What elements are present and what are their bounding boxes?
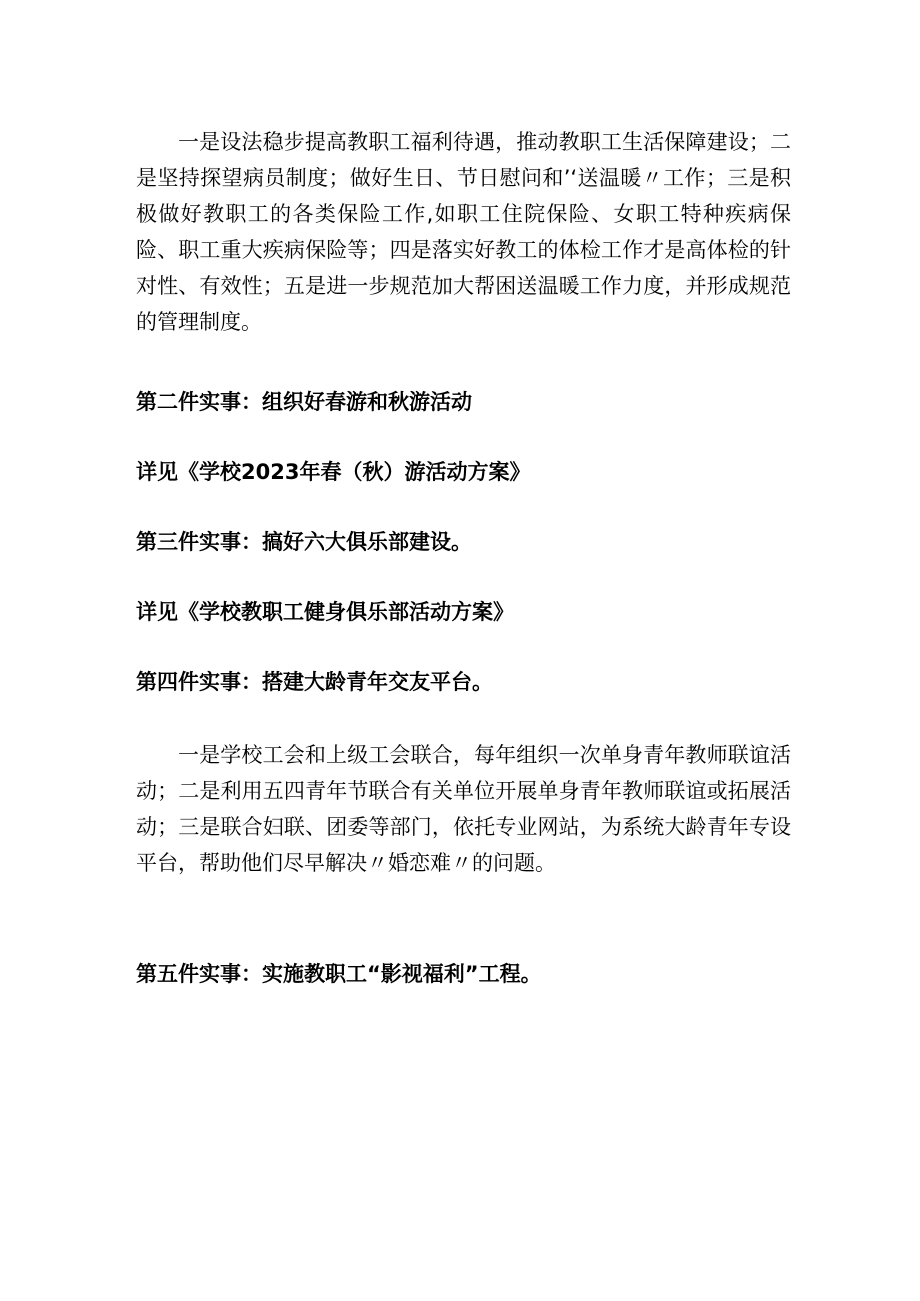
fourth-task-heading: 第四件实事：搭建大龄青年交友平台。 [136,670,493,694]
youth-platform-paragraph: 一是学校工会和上级工会联合，每年组织一次单身青年教师联谊活动；二是利用五四青年节联合有关单位开展单身青年教师联谊或拓展活动；三是联合妇联、团委等部门，依托专业网站，为系统大龄青年专设平台，帮助他们尽早解决〃婚恋难〃的问题。 [136,743,791,875]
third-task-heading: 第三件实事：搞好六大俱乐部建设。 [136,530,472,554]
third-task-detail: 详见《学校教职工健身俱乐部活动方案》 [136,600,514,624]
second-task-heading: 第二件实事：组织好春游和秋游活动 [136,390,472,414]
fifth-task-heading: 第五件实事：实施教职工“影视福利”工程。 [136,962,542,986]
second-task-detail: 详见《学校2023年春（秋）游活动方案》 [136,460,531,484]
welfare-measures-paragraph: 一是设法稳步提高教职工福利待遇，推动教职工生活保障建设；二是坚持探望病员制度；做好生日、节日慰问和’‘送温暖〃工作；三是积极做好教职工的各类保险工作,如职工住院保险、女职工特种疾病保险、职工重大疾病保险等；四是落实好教工的体检工作才是高体检的针对性、有效性；五是进一步规范加大帮困送温暖工作力度，并形成规范的管理制度。 [136,130,791,334]
